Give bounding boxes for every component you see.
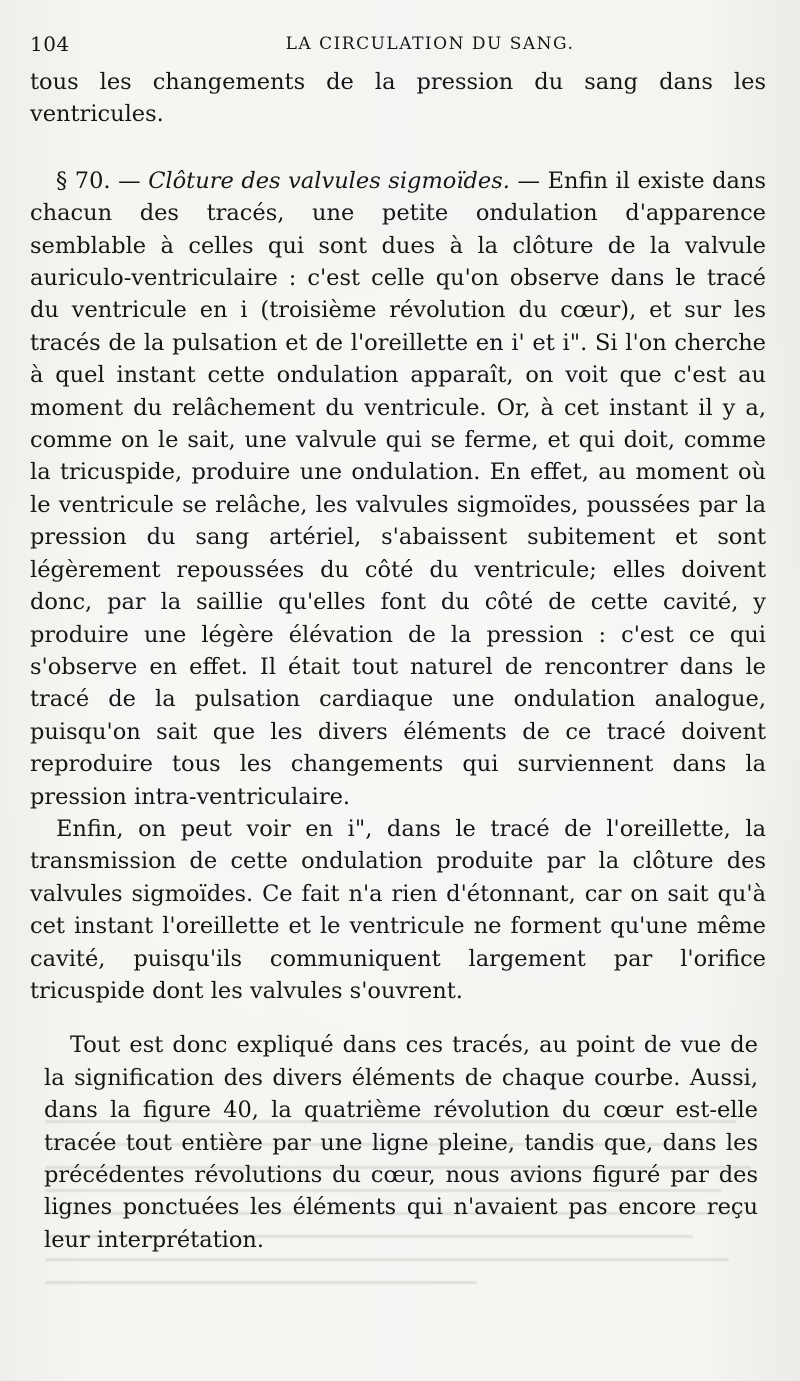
section-number: § 70. — (56, 167, 141, 194)
page-number: 104 (30, 32, 70, 56)
paragraph-continued: tous les changements de la pression du sang dans les ventricules. (30, 69, 766, 128)
paragraph-oreillette: Enfin, on peut voir en i", dans le tracé de l'oreillette, la transmission de cette ondulation produite par la clôture des valvules sigmoïdes. Ce fait n'a rien d'étonnant, car on sait qu'à cet instant l'oreillette et le ventricule ne forment qu'une même cavité, puisqu'ils communiquent largement par l'orifice tricuspide dont les valvules s'ouvrent. (30, 815, 766, 1004)
body-text (30, 66, 766, 1256)
section-title: Clôture des valvules sigmoïdes. (148, 167, 510, 194)
paragraph-section-70 (30, 165, 766, 813)
page-header (30, 32, 770, 60)
section-70-text: — Enfin il existe dans chacun des tracés, une petite ondulation d'apparence semblable à celles qui sont dues à la clôture de la valvule auriculo-ventriculaire : c'est celle qu'on observe dans le tracé du ventricule en i (troisième révolution du cœur), et sur les tracés de la pulsation et de l'oreillette en i' et i". Si l'on cherche à quel instant cette ondulation apparaît, on voit que c'est au moment du relâchement du ventricule. Or, à cet instant il y a, comme on le sait, une valvule qui se ferme, et qui doit, comme la tricuspide, produire une ondulation. En effet, au moment où le ventricule se relâche, les valvules sigmoïdes, poussées par la pression du sang artériel, s'abaissent subitement et sont légèrement repoussées du côté du ventricule; elles doivent donc, par la saillie qu'elles font du côté de cette cavité, y produire une légère élévation de la pression : c'est ce qui s'observe en effet. Il était tout naturel de rencontrer dans le tracé de la pulsation cardiaque une ondulation analogue, puisqu'on sait que les divers éléments de ce tracé doivent reproduire tous les changements qui surviennent dans la pression intra-ventriculaire. (30, 167, 767, 810)
paragraph-conclusion: Tout est donc expliqué dans ces tracés, au point de vue de la signification des divers éléments de chaque courbe. Aussi, dans la figure 40, la quatrième révolution du cœur est-elle tracée tout entière par une ligne pleine, tandis que, dans les précédentes révolutions du cœur, nous avions figuré par des lignes ponctuées les éléments qui n'avaient pas encore reçu leur interprétation. (44, 1032, 758, 1253)
running-head: LA CIRCULATION DU SANG. (285, 34, 575, 54)
